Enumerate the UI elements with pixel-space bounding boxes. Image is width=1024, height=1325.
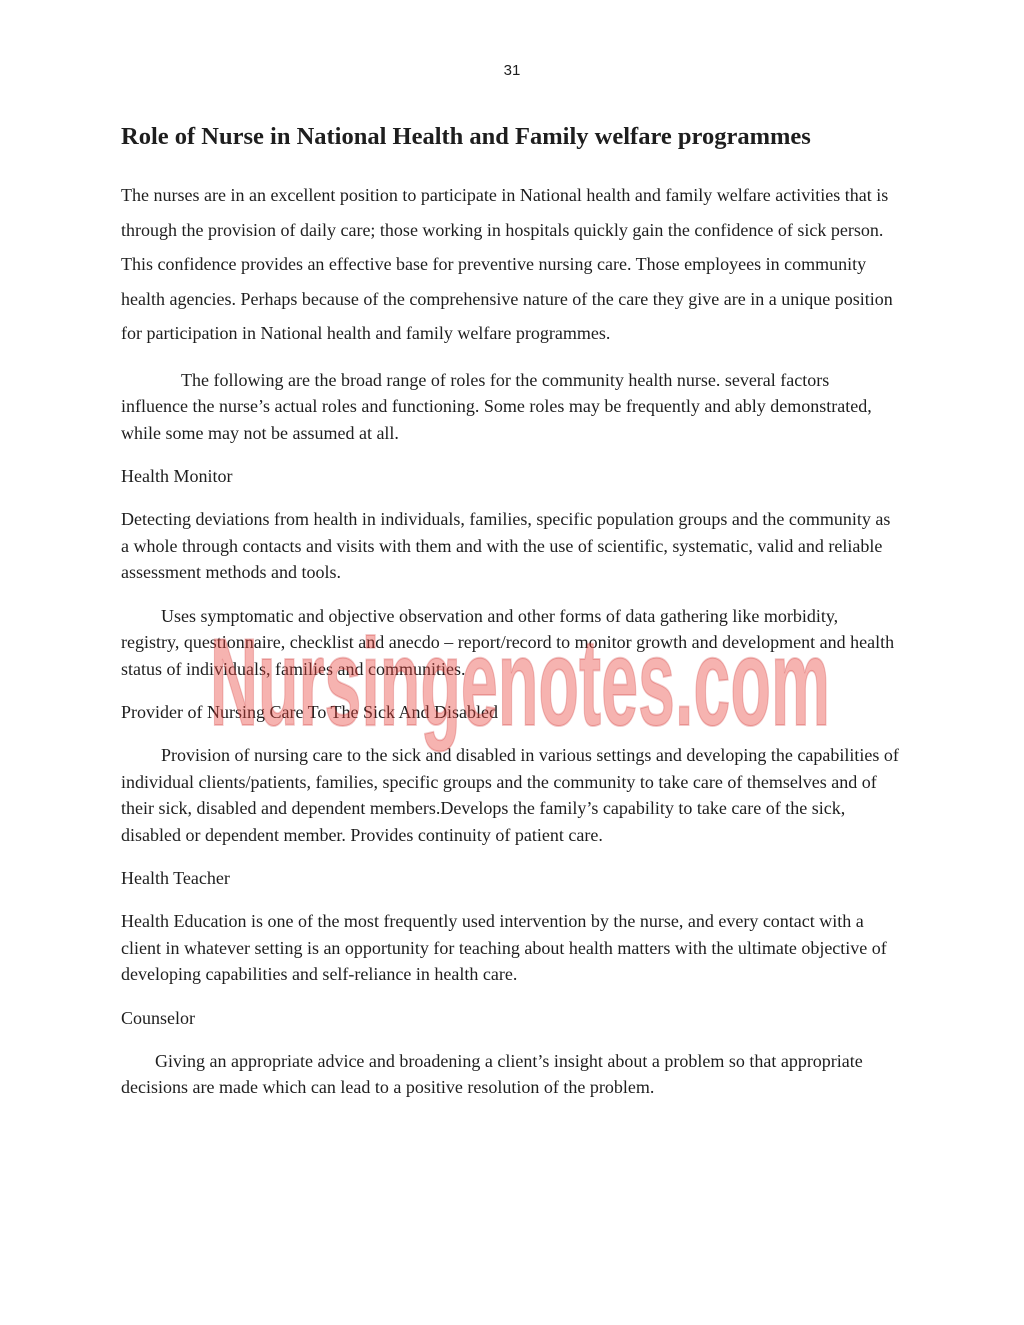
section-heading-provider: Provider of Nursing Care To The Sick And Disabled [121,702,499,722]
counselor-paragraph: Giving an appropriate advice and broadening a client’s insight about a problem so that appropriate decisions are made which can lead to a positive resolution of the problem. [121,1050,863,1097]
section-heading-counselor: Counselor [121,1007,195,1028]
health-monitor-paragraph-2: Uses symptomatic and objective observation and other forms of data gathering like morbidity, registry, questionnaire, checklist and anecdo – report/record to monitor growth and development and health status of individuals, families and communities. [121,605,895,679]
document-body [121,178,899,1101]
page-title: Role of Nurse in National Health and Family welfare programmes [121,123,811,150]
section-heading-health-monitor: Health Monitor [121,466,233,486]
roles-intro-paragraph: The following are the broad range of roles for the community health nurse. several factors influence the nurse’s actual roles and functioning. Some roles may be frequently and ably demonstrated, while some may not be assumed at all. [121,369,872,443]
health-teacher-paragraph: Health Education is one of the most frequently used intervention by the nurse, and every contact with a client in whatever setting is an opportunity for teaching about health matters with the ultimate objective of developing capabilities and self-reliance in health care. [121,911,887,984]
health-monitor-paragraph-1: Detecting deviations from health in individuals, families, specific population groups and the community as a whole through contacts and visits with them and with the use of scientific, systematic, valid and reliable assessment methods and tools. [121,509,891,582]
section-heading-health-teacher: Health Teacher [121,868,230,888]
page-number: 31 [503,62,521,79]
intro-paragraph: The nurses are in an excellent position to participate in National health and family welfare activities that is through the provision of daily care; those working in hospitals quickly gain the confidence of sick person. This confidence provides an effective base for preventive nursing care. Those employees in community health agencies. Perhaps because of the comprehensive nature of the care they give are in a unique position for participation in National health and family welfare programmes. [121,185,893,343]
provider-paragraph: Provision of nursing care to the sick and disabled in various settings and developing the capabilities of individual clients/patients, families, specific groups and the community to take care of themselves and of their sick, disabled and dependent members.Develops the family’s capability to take care of the sick, disabled or dependent member. Provides continuity of patient care. [121,745,899,845]
watermark-text: Nursingenotes.com [210,614,830,752]
